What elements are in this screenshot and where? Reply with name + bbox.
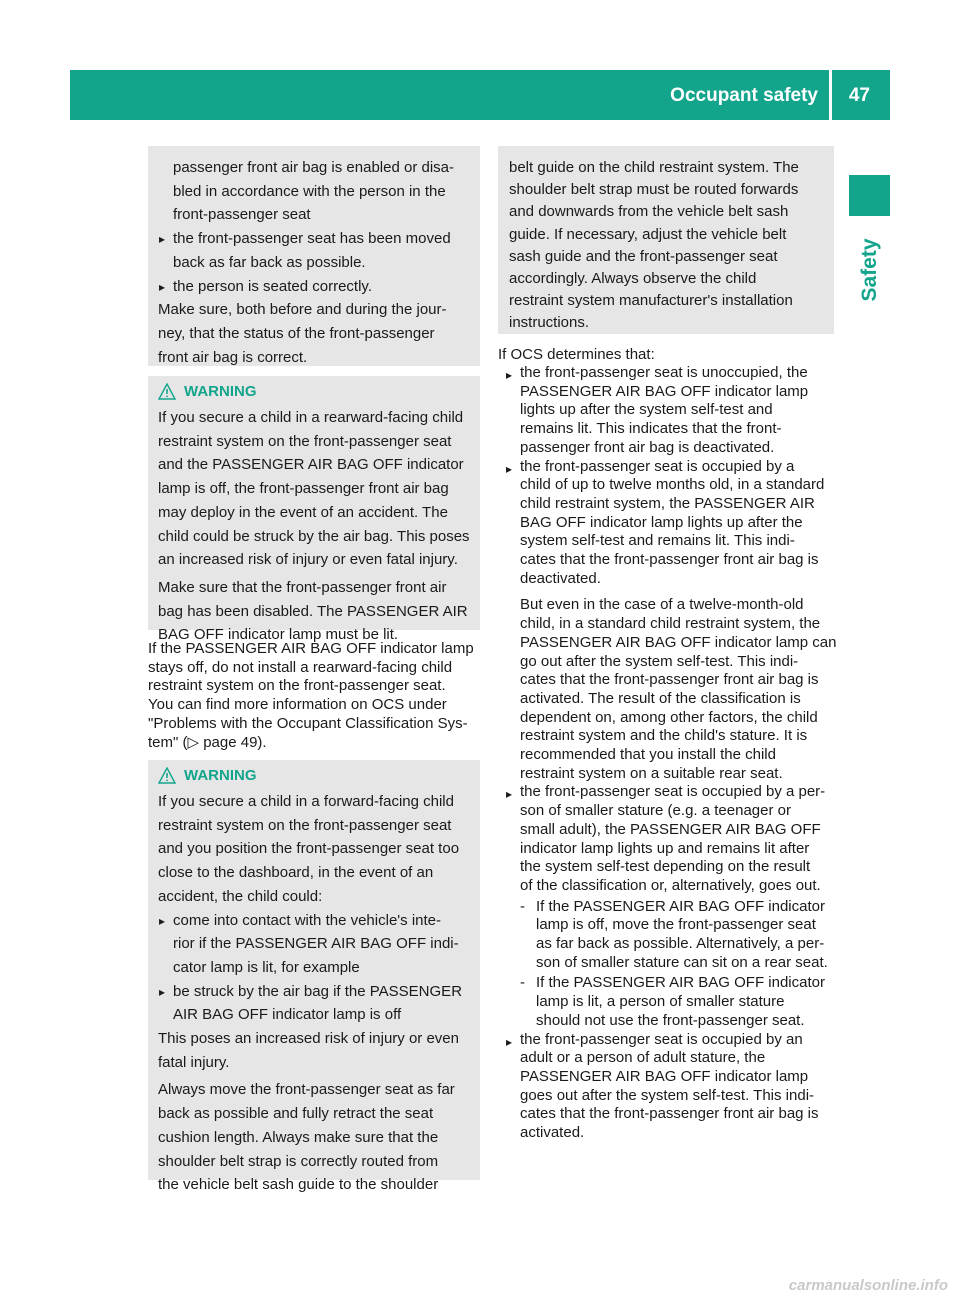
warning-text-line: the vehicle belt sash guide to the shoulder [158,1176,439,1194]
chapter-label-text: Safety [857,238,881,302]
warning-text-line: an increased risk of injury or even fatal injury. [158,551,458,569]
box-text-line: passenger front air bag is enabled or disa- [173,159,455,176]
warning-text-line: Always move the front-passenger seat as far [158,1081,455,1099]
bullet-text-line: go out after the system self-test. This indi- [520,652,799,670]
bullet-text-line: But even in the case of a twelve-month-old [520,596,804,614]
warning-text-line: restraint system on the front-passenger seat [158,816,452,834]
bullet-text-line: adult or a person of adult stature, the [520,1049,766,1067]
bullet-text-line: child, in a standard child restraint system, the [520,615,821,633]
box-text-line: instructions. [509,314,590,332]
chapter-tab-label [849,230,890,310]
bullet-text-line: deactivated. [520,569,601,587]
warning-text-line: child could be struck by the air bag. This poses [158,527,470,545]
dash-text-line: If the PASSENGER AIR BAG OFF indicator [536,897,825,915]
warning-bullet-line: be struck by the air bag if the PASSENGER [173,982,463,1000]
bullet-text-line: the front-passenger seat is occupied by a [520,457,795,475]
warning-triangle-icon [158,767,176,784]
intro-line: If OCS determines that: [498,346,655,363]
warning-text-line: close to the dashboard, in the event of an [158,864,434,882]
box-bullet-line: back as far back as possible. [173,253,366,271]
warning-title: WARNING [184,383,257,400]
bullet-text-line: cates that the front-passenger front air bag is [520,671,819,689]
warning-text-line: This poses an increased risk of injury or even [158,1030,459,1047]
box-paragraph-line: front air bag is correct. [158,348,308,366]
dash-text-line: as far back as possible. Alternatively, a per- [536,935,825,952]
warning-bullet-line: rior if the PASSENGER AIR BAG OFF indi- [173,935,459,953]
box-text-line: shoulder belt strap must be routed forwards [509,181,799,199]
warning-text-line: fatal injury. [158,1053,230,1071]
bullet-text-line: dependent on, among other factors, the child [520,708,818,726]
warning-text-line: restraint system on the front-passenger seat [158,432,452,450]
bullet-text-line: child restraint system, the PASSENGER AIR [520,494,815,512]
warning-title: WARNING [184,767,257,784]
bullet-text-line: of the classification or, alternatively, goes out. [520,876,821,894]
box-text-line: guide. If necessary, adjust the vehicle belt [509,225,787,243]
box-text-line: belt guide on the child restraint system. The [509,159,799,176]
warning-text-line: may deploy in the event of an accident. The [158,503,448,521]
bullet-text-line: PASSENGER AIR BAG OFF indicator lamp [520,1067,809,1085]
body-text-line: If the PASSENGER AIR BAG OFF indicator lamp [148,640,474,657]
warning-text-line: and the PASSENGER AIR BAG OFF indicator [158,456,464,474]
warning-text-line: cushion length. Always make sure that the [158,1128,439,1146]
bullet-text-line: the front-passenger seat is unoccupied, the [520,364,808,381]
warning-text-line: lamp is off, the front-passenger front air bag [158,480,449,498]
box-text-line: sash guide and the front-passenger seat [509,247,778,265]
bullet-text-line: system self-test and remains lit. This indi- [520,532,795,550]
box-paragraph-line: Make sure, both before and during the jour- [158,301,447,319]
bullet-text-line: passenger front air bag is deactivated. [520,438,775,456]
dash-text-line: should not use the front-passenger seat. [536,1011,805,1029]
box-text-line: bled in accordance with the person in the [173,182,446,200]
bullet-text-line: BAG OFF indicator lamp lights up after the [520,513,803,531]
chapter-tab-marker [849,175,890,216]
dash-text-line: son of smaller stature can sit on a rear seat. [536,953,828,971]
bullet-text-line: the front-passenger seat is occupied by an [520,1030,803,1048]
body-text-line: stays off, do not install a rearward-facing child [148,658,453,676]
bullet-text-line: the front-passenger seat is occupied by a per- [520,783,826,801]
box-bullet-line: the person is seated correctly. [173,277,372,295]
box-bullet-line: the front-passenger seat has been moved [173,230,451,248]
header-divider [829,70,832,120]
dash-text-line: lamp is lit, a person of smaller stature [536,993,785,1011]
warning-text-line: accident, the child could: [158,887,323,905]
bullet-text-line: lights up after the system self-test and [520,401,773,419]
bullet-text-line: PASSENGER AIR BAG OFF indicator lamp [520,382,809,400]
bullet-text-line: recommended that you install the child [520,746,776,763]
warning-text-line: shoulder belt strap is correctly routed from [158,1152,439,1170]
box-paragraph-line: ney, that the status of the front-passenger [158,324,435,342]
warning-text-line: If you secure a child in a forward-facing child [158,793,454,810]
bullet-text-line: son of smaller stature (e.g. a teenager or [520,802,791,820]
page-header [70,70,890,120]
body-text-line: "Problems with the Occupant Classification Sys- [148,714,468,732]
dash-text-line: If the PASSENGER AIR BAG OFF indicator [536,974,825,992]
watermark: carmanualsonline.info [788,1277,948,1294]
bullet-text-line: goes out after the system self-test. This indi- [520,1086,815,1104]
warning-text-line: BAG OFF indicator lamp must be lit. [158,626,399,644]
warning-bullet-line: cator lamp is lit, for example [173,958,360,976]
bullet-text-line: the system self-test depending on the result [520,858,811,876]
bullet-text-line: PASSENGER AIR BAG OFF indicator lamp can [520,633,837,651]
bullet-text-line: child of up to twelve months old, in a standard [520,476,825,494]
bullet-text-line: restraint system on a suitable rear seat. [520,764,783,782]
warning-text-line: back as possible and fully retract the seat [158,1105,434,1123]
section-title: Occupant safety [670,85,818,106]
bullet-text-line: small adult), the PASSENGER AIR BAG OFF [520,820,821,838]
warning-triangle-icon [158,383,176,400]
bullet-text-line: indicator lamp lights up and remains lit after [520,839,810,857]
bullet-text-line: restraint system and the child's stature. It is [520,727,808,745]
warning-text-line: Make sure that the front-passenger front air [158,578,447,596]
page-number: 47 [848,85,870,106]
bullet-text-line: cates that the front-passenger front air bag is [520,551,819,568]
warning-bullet-line: AIR BAG OFF indicator lamp is off [173,1006,402,1024]
body-text-line: tem" (▷ page 49). [148,733,267,751]
box-text-line: front-passenger seat [173,206,311,224]
bullet-text-line: activated. The result of the classification is [520,689,801,707]
bullet-text-line: cates that the front-passenger front air bag is [520,1105,819,1123]
warning-bullet-line: come into contact with the vehicle's inte- [173,911,441,929]
box-text-line: and downwards from the vehicle belt sash [509,203,789,221]
warning-text-line: bag has been disabled. The PASSENGER AIR [158,602,468,620]
bullet-text-line: activated. [520,1124,585,1141]
body-text-line: restraint system on the front-passenger seat. [148,677,446,695]
box-text-line: restraint system manufacturer's installation [509,292,793,310]
warning-text-line: and you position the front-passenger seat too [158,840,460,858]
warning-text-line: If you secure a child in a rearward-facing child [158,409,464,426]
dash-text-line: lamp is off, move the front-passenger seat [536,916,816,934]
bullet-text-line: remains lit. This indicates that the front- [520,420,782,438]
body-text-line: You can find more information on OCS under [148,696,447,714]
box-text-line: accordingly. Always observe the child [509,270,757,287]
